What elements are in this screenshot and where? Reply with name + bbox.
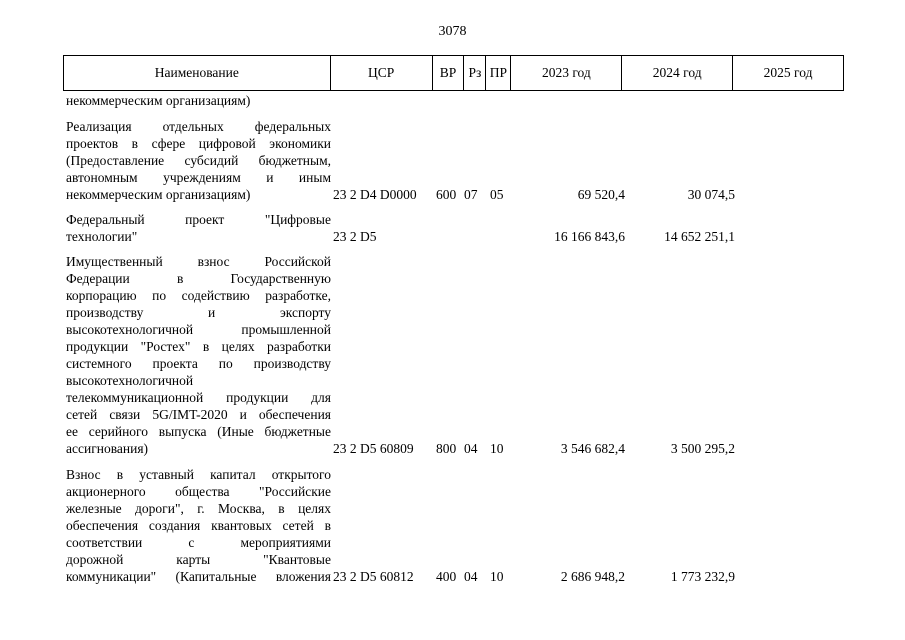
name-line: железные дороги", г. Москва, в целях <box>66 501 331 516</box>
name-line: ассигнования) <box>66 441 149 456</box>
continued-row <box>63 92 844 109</box>
row-2024: 3 500 295,2 <box>670 441 735 456</box>
table-header <box>63 55 844 91</box>
row-name <box>66 211 331 245</box>
header-2024: 2024 год <box>622 56 733 90</box>
row-csr: 23 2 D5 60812 <box>333 569 414 584</box>
name-line: акционерного общества "Российские <box>66 484 331 499</box>
table-row <box>63 118 844 203</box>
name-line: автономным учреждениям и иным <box>66 170 331 185</box>
row-pr: 05 <box>490 187 504 202</box>
row-2023: 2 686 948,2 <box>560 569 625 584</box>
name-line: системного проекта по производству <box>66 356 331 371</box>
row-rz: 04 <box>464 569 478 584</box>
name-line: Реализация отдельных федеральных <box>66 119 331 134</box>
row-2023: 69 520,4 <box>577 187 625 202</box>
name-line: технологии" <box>66 229 138 244</box>
name-line: высокотехнологичной <box>66 373 194 388</box>
name-line: дорожной карты "Квантовые <box>66 552 331 567</box>
row-2023: 3 546 682,4 <box>560 441 625 456</box>
row-rz: 07 <box>464 187 478 202</box>
row-vr: 600 <box>436 187 457 202</box>
row-2023: 16 166 843,6 <box>554 229 625 244</box>
name-line: некоммерческим организациям) <box>66 187 251 202</box>
name-line: обеспечения создания квантовых сетей в <box>66 518 331 533</box>
page-number: 3078 <box>438 24 467 39</box>
name-line: телекоммуникационной продукции для <box>66 390 331 405</box>
name-line: производству и экспорту <box>66 305 331 320</box>
name-line: Федеральный проект "Цифровые <box>66 212 331 227</box>
name-line: Имущественный взнос Российской <box>66 254 331 269</box>
table-row <box>63 211 844 245</box>
row-csr: 23 2 D5 <box>333 229 377 244</box>
header-2023: 2023 год <box>511 56 622 90</box>
row-pr: 10 <box>490 441 504 456</box>
row-vr: 400 <box>436 569 457 584</box>
name-line: проектов в сфере цифровой экономики <box>66 136 331 151</box>
row-2024: 1 773 232,9 <box>670 569 735 584</box>
row-vr: 800 <box>436 441 457 456</box>
row-rz: 04 <box>464 441 478 456</box>
header-csr: ЦСР <box>331 56 433 90</box>
row-name <box>66 118 331 203</box>
name-line: корпорацию по содействию разработке, <box>66 288 331 303</box>
name-line: (Предоставление субсидий бюджетным, <box>66 153 331 168</box>
row-name <box>66 466 331 585</box>
table-row <box>63 253 844 457</box>
header-2025: 2025 год <box>763 65 813 80</box>
header-rz: Рз <box>464 56 486 90</box>
row-csr: 23 2 D4 D0000 <box>333 187 417 202</box>
table-row <box>63 466 844 585</box>
name-line: коммуникации" (Капитальные вложения <box>66 569 331 584</box>
continued-text: некоммерческим организациям) <box>66 93 251 108</box>
name-line: сетей связи 5G/IMT-2020 и обеспечения <box>66 407 331 422</box>
name-line: продукции "Ростех" в целях разработки <box>66 339 331 354</box>
row-csr: 23 2 D5 60809 <box>333 441 414 456</box>
header-name: Наименование <box>64 56 331 90</box>
name-line: соответствии с мероприятиями <box>66 535 331 550</box>
row-2024: 14 652 251,1 <box>664 229 735 244</box>
row-pr: 10 <box>490 569 504 584</box>
name-line: Федерации в Государственную <box>66 271 331 286</box>
row-name <box>66 253 331 457</box>
header-pr: ПР <box>486 56 511 90</box>
name-line: высокотехнологичной промышленной <box>66 322 331 337</box>
row-2024: 30 074,5 <box>687 187 735 202</box>
header-vr: ВР <box>433 56 465 90</box>
name-line: ее серийного выпуска (Иные бюджетные <box>66 424 331 439</box>
name-line: Взнос в уставный капитал открытого <box>66 467 331 482</box>
